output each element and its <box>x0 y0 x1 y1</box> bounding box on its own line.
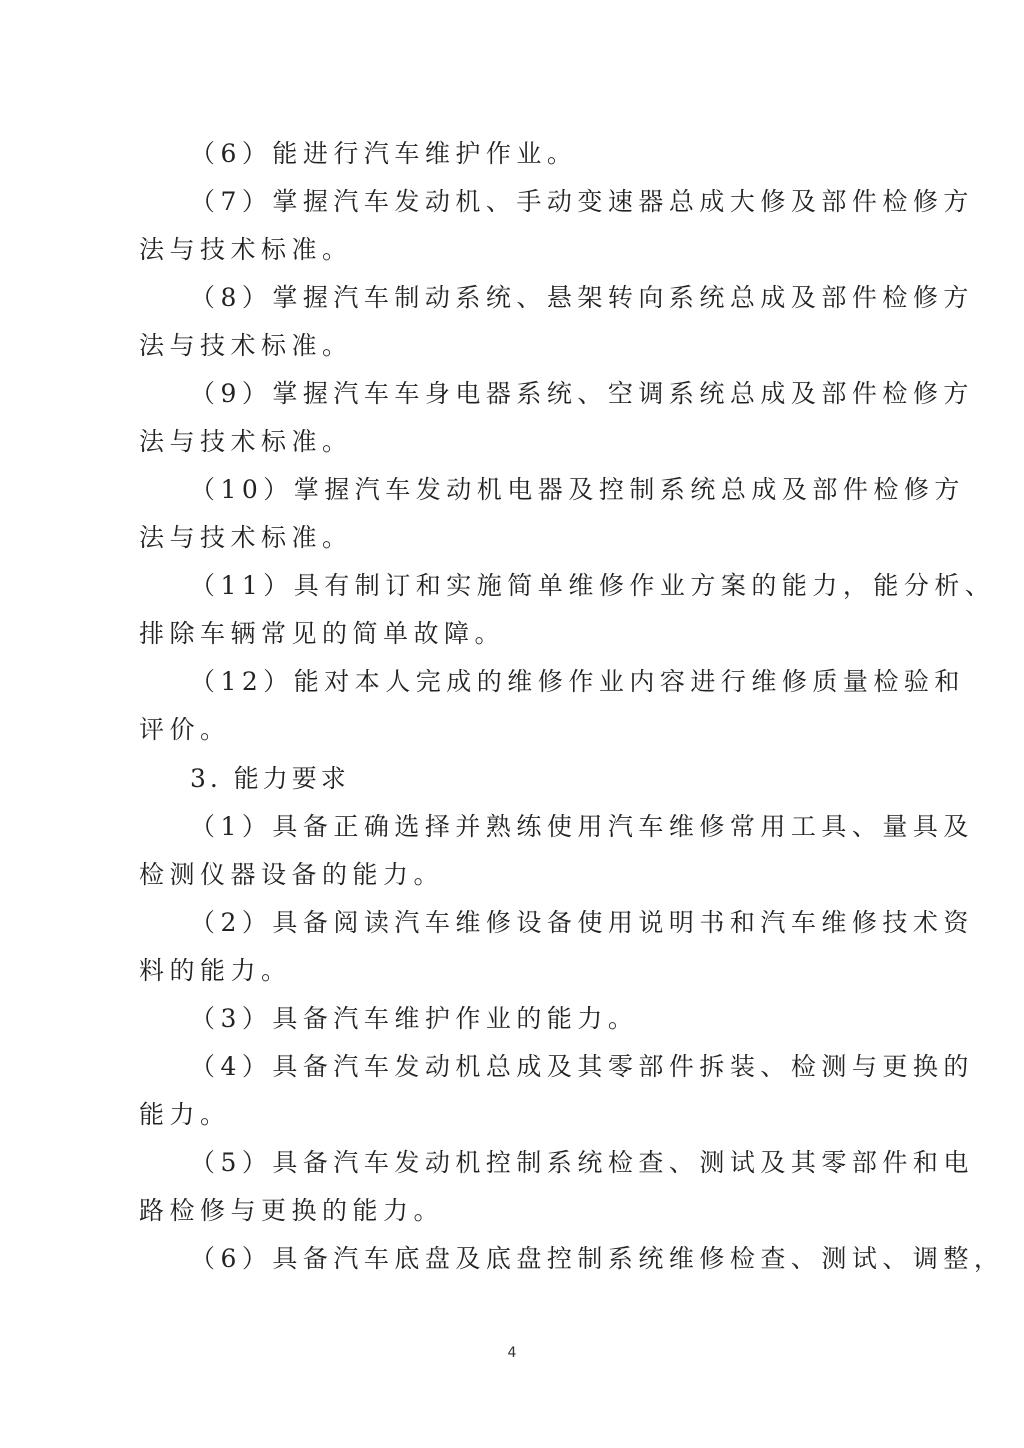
paragraph-line: 检测仪器设备的能力。 <box>139 860 445 889</box>
paragraph-line: （9）掌握汽车车身电器系统、空调系统总成及部件检修方 <box>190 379 974 408</box>
paragraph-line: 路检修与更换的能力。 <box>139 1196 445 1225</box>
paragraph-line: （7）掌握汽车发动机、手动变速器总成大修及部件检修方 <box>190 187 974 216</box>
paragraph-line: （4）具备汽车发动机总成及其零部件拆装、检测与更换的 <box>190 1052 974 1081</box>
paragraph-line: 能力。 <box>139 1100 231 1129</box>
paragraph-line: 法与技术标准。 <box>139 235 353 264</box>
paragraph-line: （6）具备汽车底盘及底盘控制系统维修检查、测试、调整， <box>190 1244 1005 1273</box>
section-heading: 3. 能力要求 <box>190 764 350 793</box>
paragraph-line: （5）具备汽车发动机控制系统检查、测试及其零部件和电 <box>190 1148 974 1177</box>
page-number: 4 <box>507 1345 517 1361</box>
paragraph-line: （6）能进行汽车维护作业。 <box>190 139 578 168</box>
paragraph-line: （2）具备阅读汽车维修设备使用说明书和汽车维修技术资 <box>190 908 974 937</box>
paragraph-line: 排除车辆常见的简单故障。 <box>139 619 506 648</box>
paragraph-line: 法与技术标准。 <box>139 523 353 552</box>
paragraph-line: （3）具备汽车维护作业的能力。 <box>190 1004 639 1033</box>
paragraph-line: 法与技术标准。 <box>139 331 353 360</box>
paragraph-line: 评价。 <box>139 715 231 744</box>
paragraph-line: （11）具有制订和实施简单维修作业方案的能力，能分析、 <box>190 571 996 600</box>
paragraph-line: 法与技术标准。 <box>139 427 353 456</box>
paragraph-line: 料的能力。 <box>139 956 292 985</box>
paragraph-line: （10）掌握汽车发动机电器及控制系统总成及部件检修方 <box>190 475 965 504</box>
paragraph-line: （8）掌握汽车制动系统、悬架转向系统总成及部件检修方 <box>190 283 974 312</box>
paragraph-line: （12）能对本人完成的维修作业内容进行维修质量检验和 <box>190 667 965 696</box>
paragraph-line: （1）具备正确选择并熟练使用汽车维修常用工具、量具及 <box>190 812 974 841</box>
